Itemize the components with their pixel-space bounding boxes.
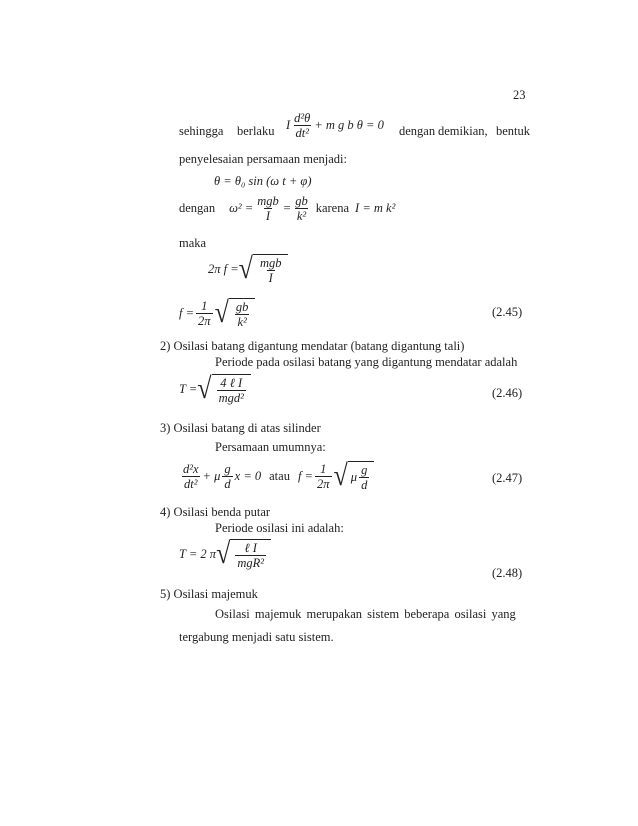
item-2-title: 2) Osilasi batang digantung mendatar (batang digantung tali) (160, 339, 465, 353)
fraction-1-2pi (315, 462, 332, 491)
eq-lhs: T = 2 π (179, 547, 217, 561)
item-4-description: Periode osilasi ini adalah: (215, 521, 344, 535)
square-root (214, 295, 256, 330)
fraction-d2x-dt2 (181, 462, 201, 491)
item-5-title: 5) Osilasi majemuk (160, 587, 258, 601)
equation-2-46 (179, 371, 251, 406)
eq-fraction-d2theta (292, 111, 312, 140)
eq-rest: + m g b θ = 0 (314, 118, 384, 132)
frac-num: ℓ I (244, 541, 257, 555)
radical-fraction (359, 463, 369, 492)
radical-body (253, 254, 289, 285)
equation-theta: θ = θ₀ sin (ω t + φ) (214, 174, 312, 188)
item-3-description: Persamaan umumnya: (215, 440, 326, 454)
x-equals-zero: x = 0 (234, 469, 262, 483)
square-root (197, 371, 251, 406)
item-4-title: 4) Osilasi benda putar (160, 505, 271, 519)
fraction-gb-k2 (293, 194, 310, 223)
frac-num: g (224, 462, 231, 476)
frac-num: gb (235, 300, 249, 314)
word-demikian: demikian, (438, 124, 488, 138)
eq-frac-den: dt² (295, 126, 309, 140)
radical-sign: √ (238, 251, 253, 286)
fraction-1-2pi (196, 299, 213, 328)
eq-lhs: 2π f = (208, 262, 239, 276)
square-root (333, 458, 375, 493)
word-dengan-2: dengan (179, 201, 216, 215)
frac-den: 2π (198, 314, 211, 328)
radical-sign: √ (216, 536, 231, 571)
eq-lhs: f = (179, 306, 195, 320)
radical-fraction (258, 256, 284, 285)
frac-num: 4 ℓ I (220, 376, 243, 390)
eq-symbol-I: I (286, 118, 291, 132)
square-root (216, 536, 271, 571)
eq-frac-num: d²θ (294, 111, 311, 125)
equation-motion-inline (286, 111, 384, 140)
frac-den: 2π (317, 477, 330, 491)
frac-num: gb (295, 194, 308, 208)
word-maka: maka (179, 236, 207, 250)
radical-body (348, 461, 375, 492)
radical-sign: √ (333, 458, 348, 493)
frac-den: d (224, 477, 231, 491)
frac-den: mgd² (218, 391, 244, 405)
equation-number-2-46: (2.46) (492, 386, 523, 400)
item-2-description: Periode pada osilasi batang yang digantung mendatar adalah (215, 355, 518, 369)
frac-num: mgb (257, 194, 279, 208)
frac-den: dt² (184, 477, 198, 491)
eq-lhs: T = (179, 382, 198, 396)
omega-squared: ω² = (229, 201, 254, 215)
frac-num: g (361, 463, 368, 477)
word-bentuk: bentuk (496, 124, 531, 138)
fraction-mgb-I (255, 194, 281, 223)
item-5-description-line-1: Osilasi majemuk merupakan sistem beberapa osilasi yang (215, 607, 516, 621)
equation-2-47 (179, 458, 374, 493)
frac-num: mgb (259, 256, 282, 270)
radical-body (230, 539, 271, 570)
frac-den: k² (237, 315, 247, 329)
frac-den: mgR² (237, 556, 265, 570)
equation-2-45 (179, 295, 255, 330)
radical-body (229, 298, 256, 329)
relation-I-mk2: I = m k² (355, 201, 396, 215)
frac-den: I (265, 209, 271, 223)
fraction-g-d (222, 462, 232, 491)
item-5-description-line-2: tergabung menjadi satu sistem. (179, 630, 334, 644)
word-dengan: dengan (399, 124, 436, 138)
radical-fraction (234, 300, 251, 329)
paragraph-line-2: penyelesaian persamaan menjadi: (179, 152, 347, 166)
equation-2pi-f (208, 251, 288, 286)
plus-mu: + μ (202, 469, 221, 483)
page-number: 23 (513, 88, 526, 102)
frac-den: d (361, 478, 368, 492)
equation-number-2-45: (2.45) (492, 305, 523, 319)
equation-number-2-47: (2.47) (492, 471, 523, 485)
equals-sign: = (282, 201, 292, 215)
frac-den: k² (296, 209, 307, 223)
f-equals: f = (297, 469, 313, 483)
mu-symbol: μ (350, 470, 358, 484)
radical-fraction (217, 376, 246, 405)
word-karena: karena (315, 201, 350, 215)
radical-fraction (235, 541, 266, 570)
equation-2-48 (179, 536, 271, 571)
word-sehingga: sehingga (179, 124, 224, 138)
omega-line (179, 194, 395, 223)
equation-number-2-48: (2.48) (492, 566, 523, 580)
frac-num: 1 (320, 462, 327, 476)
radical-sign: √ (197, 371, 212, 406)
frac-num: 1 (201, 299, 208, 313)
word-atau: atau (269, 469, 290, 483)
radical-body (212, 374, 251, 405)
word-berlaku: berlaku (237, 124, 275, 138)
square-root (238, 251, 289, 286)
frac-num: d²x (183, 462, 199, 476)
frac-den: I (268, 271, 273, 285)
radical-sign: √ (214, 295, 229, 330)
item-3-title: 3) Osilasi batang di atas silinder (160, 421, 321, 435)
